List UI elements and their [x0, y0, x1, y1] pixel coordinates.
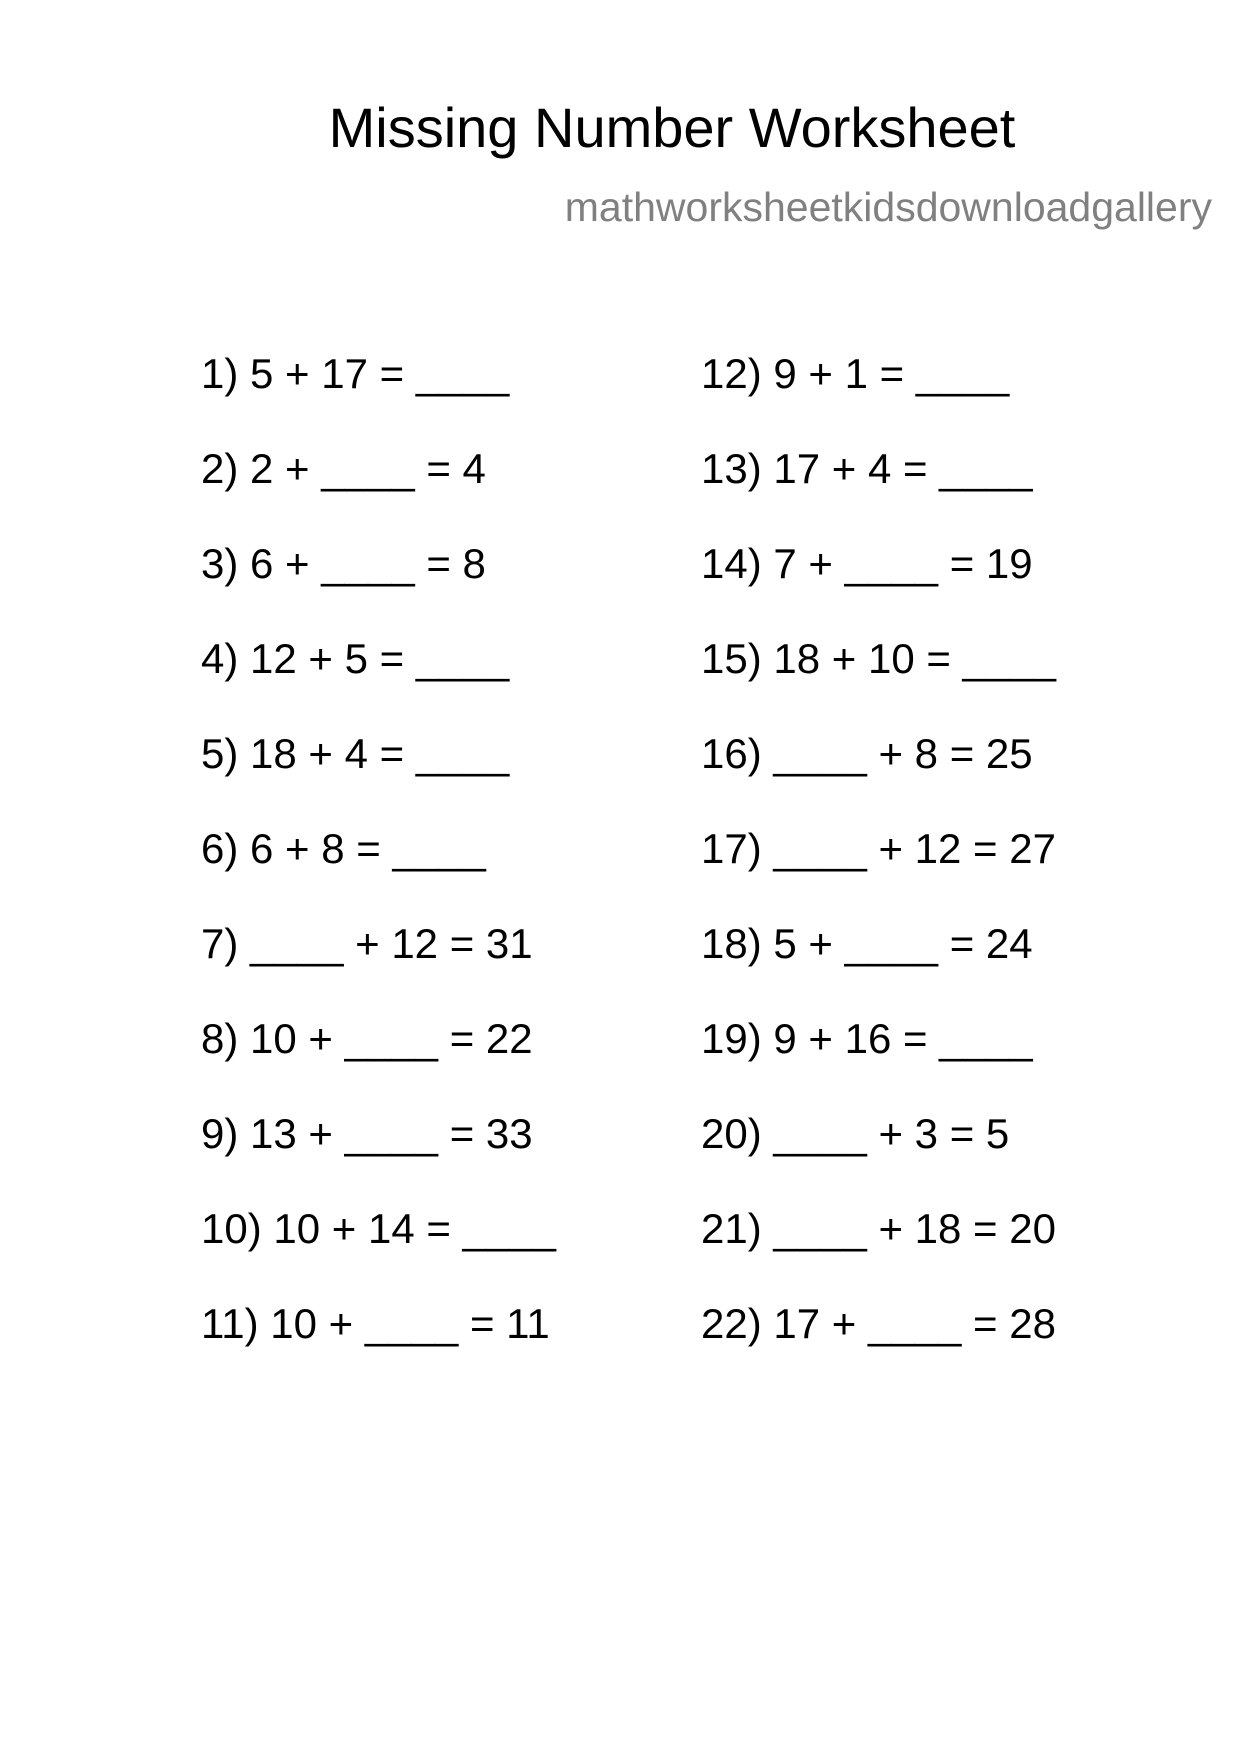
source-caption: mathworksheetkidsdownloadgallery — [564, 184, 1212, 230]
problem-item: 15) 18 + 10 = ____ — [701, 635, 1056, 682]
problem-item: 7) ____ + 12 = 31 — [201, 920, 533, 967]
page-title: Missing Number Worksheet — [328, 96, 1016, 159]
problem-item: 9) 13 + ____ = 33 — [201, 1110, 533, 1157]
problem-item: 16) ____ + 8 = 25 — [701, 730, 1033, 777]
problem-item: 5) 18 + 4 = ____ — [201, 730, 510, 777]
problem-item: 13) 17 + 4 = ____ — [701, 445, 1033, 492]
problem-item: 19) 9 + 16 = ____ — [701, 1015, 1033, 1062]
problem-item: 1) 5 + 17 = ____ — [201, 350, 510, 397]
problem-item: 11) 10 + ____ = 11 — [201, 1300, 550, 1347]
problem-item: 6) 6 + 8 = ____ — [201, 825, 486, 872]
problem-item: 2) 2 + ____ = 4 — [201, 445, 486, 492]
problem-item: 21) ____ + 18 = 20 — [701, 1205, 1056, 1252]
problem-item: 10) 10 + 14 = ____ — [201, 1205, 556, 1252]
problem-item: 3) 6 + ____ = 8 — [201, 540, 486, 587]
problem-item: 18) 5 + ____ = 24 — [701, 920, 1033, 967]
problem-item: 20) ____ + 3 = 5 — [701, 1110, 1010, 1157]
problem-column-right — [701, 349, 1056, 1394]
problem-item: 22) 17 + ____ = 28 — [701, 1300, 1056, 1347]
problem-item: 8) 10 + ____ = 22 — [201, 1015, 533, 1062]
problem-item: 4) 12 + 5 = ____ — [201, 635, 510, 682]
problem-item: 14) 7 + ____ = 19 — [701, 540, 1033, 587]
problem-column-left — [201, 349, 556, 1394]
problem-item: 17) ____ + 12 = 27 — [701, 825, 1056, 872]
problem-item: 12) 9 + 1 = ____ — [701, 350, 1010, 397]
